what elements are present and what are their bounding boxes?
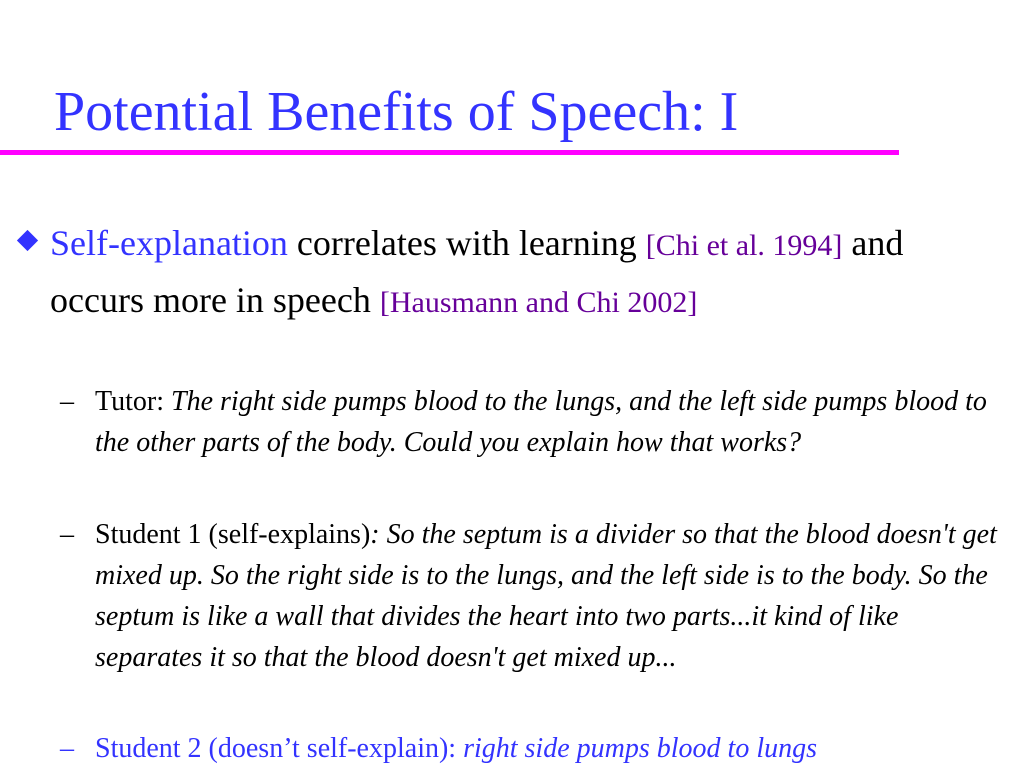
dash-marker: – [60,733,74,764]
citation-2: [Hausmann and Chi 2002] [379,286,698,319]
sub-bullet-student-1 [60,514,1008,678]
sub-bullet-tutor [60,381,1008,463]
dash-marker: – [60,386,74,417]
bullet-text-2: and occurs more in speech [50,223,904,320]
citation-1: [Chi et al. 1994] [645,229,843,262]
main-bullet [18,216,998,330]
sub-bullet-student-2 [60,728,1008,769]
dash-marker: – [60,519,74,550]
main-bullet-text [50,216,998,330]
bullet-text-1: correlates with learning [287,223,646,263]
quote-text: right side pumps blood to lungs [463,733,817,764]
quote-text: : So the septum is a divider so that the blood doesn't get mixed up. So the right side is to the lungs, and the left side is to the body. So the septum is like a wall that divides the heart into two parts...it kind of like separates it so that the blood doesn't get mixed up... [95,519,997,673]
speaker-label: Tutor: [95,386,172,417]
title-underline [0,150,899,155]
quote-text: The right side pumps blood to the lungs, and the left side pumps blood to the other parts of the body. Could you explain how that works? [95,386,987,458]
slide-title: Potential Benefits of Speech: I [54,81,739,143]
bullet-term: Self-explanation [50,223,288,263]
diamond-bullet-icon [17,230,38,251]
speaker-label: Student 1 (self-explains) [95,519,371,550]
speaker-label: Student 2 (doesn’t self-explain): [95,733,464,764]
